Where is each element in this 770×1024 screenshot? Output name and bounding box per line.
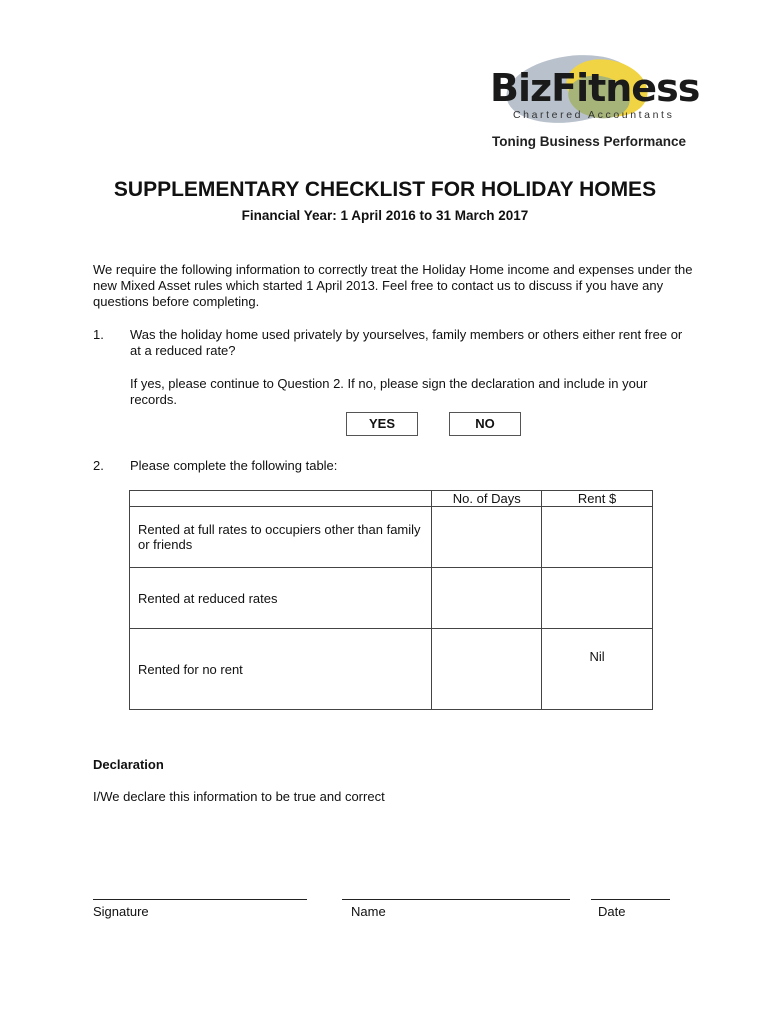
table-row [130,568,653,629]
date-label: Date [598,904,626,919]
question-2-number: 2. [93,458,104,473]
question-1-instructions: If yes, please continue to Question 2. If no, please sign the declaration and include in your records. [130,376,648,407]
signature-line[interactable] [93,899,307,900]
date-line[interactable] [591,899,670,900]
name-line[interactable] [342,899,570,900]
days-cell-reduced-rates[interactable] [432,568,542,629]
table-header-blank [130,491,432,507]
row-label-reduced-rates: Rented at reduced rates [130,568,432,629]
financial-year: Financial Year: 1 April 2016 to 31 March 2017 [241,208,529,223]
row-label-no-rent: Rented for no rent [130,629,432,710]
brand-logo [486,52,700,132]
intro-paragraph: We require the following information to correctly treat the Holiday Home income and expenses under the new Mixed Asset rules which started 1 April 2013. Feel free to contact us to discuss if you have any questions before completing. [93,262,693,309]
row-label-full-rates: Rented at full rates to occupiers other than family or friends [130,507,432,568]
table-row [130,629,653,710]
table-header-row [130,491,653,507]
yes-checkbox[interactable]: YES [346,412,418,436]
rent-cell-full-rates[interactable] [542,507,653,568]
declaration-text: I/We declare this information to be true and correct [93,789,385,804]
days-cell-no-rent[interactable] [432,629,542,710]
declaration-heading: Declaration [93,757,164,772]
question-2-text: Please complete the following table: [130,458,338,473]
days-cell-full-rates[interactable] [432,507,542,568]
rental-table [129,490,653,710]
logo-brand-name: BizFitness [490,66,700,110]
page-title: SUPPLEMENTARY CHECKLIST FOR HOLIDAY HOMES [113,178,657,201]
rent-cell-no-rent: Nil [542,629,653,710]
table-row [130,507,653,568]
signature-label: Signature [93,904,149,919]
tagline: Toning Business Performance [492,134,687,149]
question-1-text: Was the holiday home used privately by yourselves, family members or others either rent free or at a reduced rate? [130,327,683,358]
logo-subtitle: Chartered Accountants [513,109,675,121]
question-1-number: 1. [93,327,104,342]
no-checkbox[interactable]: NO [449,412,521,436]
table-header-rent: Rent $ [542,491,653,507]
table-header-days: No. of Days [432,491,542,507]
name-label: Name [351,904,386,919]
rent-cell-reduced-rates[interactable] [542,568,653,629]
